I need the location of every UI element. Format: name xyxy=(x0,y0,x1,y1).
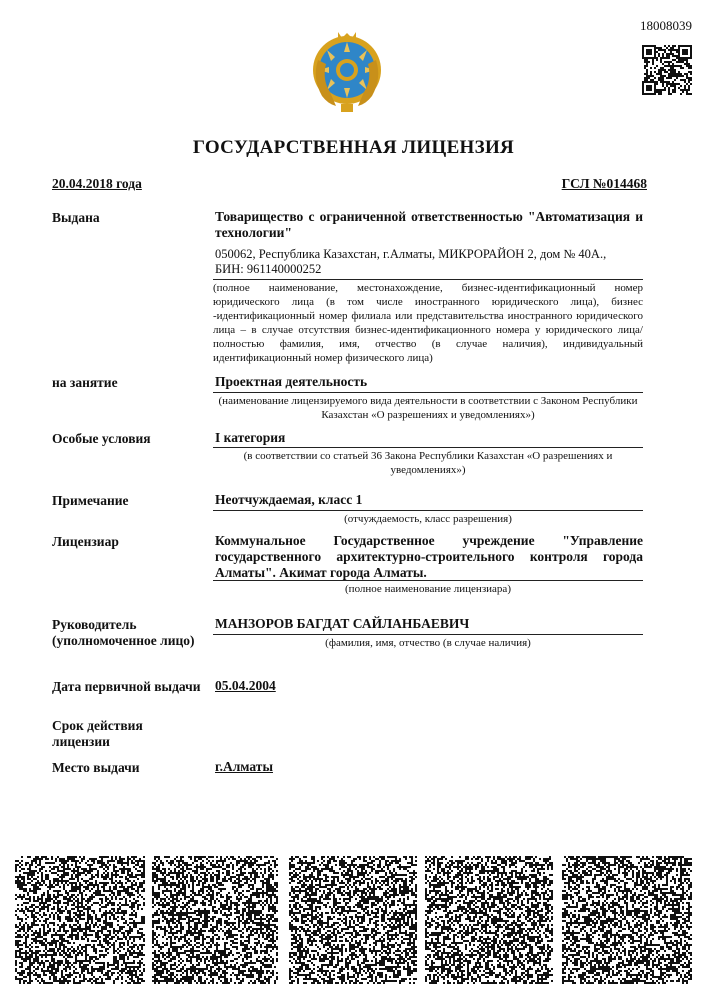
first-issue-date-label: Дата первичной выдачи xyxy=(52,679,201,694)
issued-to-bin: БИН: 961140000252 xyxy=(215,262,322,276)
licensor-value: Коммунальное Государственное учреждение "Управление государственного архитектурно-строительного контроля города Алматы". Акимат города Алматы. xyxy=(215,533,643,580)
issued-to-note: (полное наименование, местонахождение, бизнес-идентификационный номер юридического лица (в том числе иностранного юридического лица), бизнес -идентификационный номер филиала или представительства иностранного юридического лица – в случае отсутствия бизнес-идентификационного номера у юридического лица/полностью фамилия, имя, отчество (в случае наличия), индивидуальный идентификационный номер физического лица) xyxy=(213,279,643,365)
state-emblem-icon xyxy=(308,30,386,114)
validity-label-line1: Срок действия xyxy=(52,718,143,733)
special-conditions-note: (в соответствии со статьей 36 Закона Республики Казахстан «О разрешениях и уведомлениях») xyxy=(213,447,643,477)
remark-value: Неотчуждаемая, класс 1 xyxy=(215,492,363,507)
special-conditions-value: I категория xyxy=(215,430,286,445)
document-title: ГОСУДАРСТВЕННАЯ ЛИЦЕНЗИЯ xyxy=(192,137,515,158)
issue-date: 20.04.2018 года xyxy=(52,176,142,191)
remark-note: (отчуждаемость, класс разрешения) xyxy=(213,510,643,526)
licensor-note: (полное наименование лицензиара) xyxy=(213,580,643,596)
first-issue-date-value: 05.04.2004 xyxy=(215,678,276,693)
qr-code-icon xyxy=(15,856,145,984)
head-note: (фамилия, имя, отчество (в случае наличия) xyxy=(213,634,643,650)
head-label-line1: Руководитель xyxy=(52,617,137,632)
licensor-label: Лицензиар xyxy=(52,534,119,549)
head-label-line2: (уполномоченное лицо) xyxy=(52,633,195,648)
head-value: МАНЗОРОВ БАГДАТ САЙЛАНБАЕВИЧ xyxy=(215,616,470,631)
document-number: 18008039 xyxy=(640,18,692,33)
issued-to-address: 050062, Республика Казахстан, г.Алматы, МИКРОРАЙОН 2, дом № 40А., xyxy=(215,247,607,261)
qr-code-icon xyxy=(642,45,692,95)
special-conditions-label: Особые условия xyxy=(52,431,151,446)
qr-code-icon xyxy=(425,856,553,984)
qr-code-icon xyxy=(289,856,417,984)
license-number: ГСЛ №014468 xyxy=(561,176,647,191)
qr-code-icon xyxy=(562,856,692,984)
remark-label: Примечание xyxy=(52,493,129,508)
issued-to-value: Товарищество с ограниченной ответственностью "Автоматизация и технологии" xyxy=(215,209,643,240)
activity-value: Проектная деятельность xyxy=(215,374,368,389)
qr-code-icon xyxy=(152,856,279,984)
place-label: Место выдачи xyxy=(52,760,140,775)
issued-to-label: Выдана xyxy=(52,210,100,225)
activity-note: (наименование лицензируемого вида деятельности в соответствии с Законом Республики Казахстан «О разрешениях и уведомлениях») xyxy=(213,392,643,422)
validity-label-line2: лицензии xyxy=(52,734,110,749)
place-value: г.Алматы xyxy=(215,759,273,774)
activity-label: на занятие xyxy=(52,375,118,390)
